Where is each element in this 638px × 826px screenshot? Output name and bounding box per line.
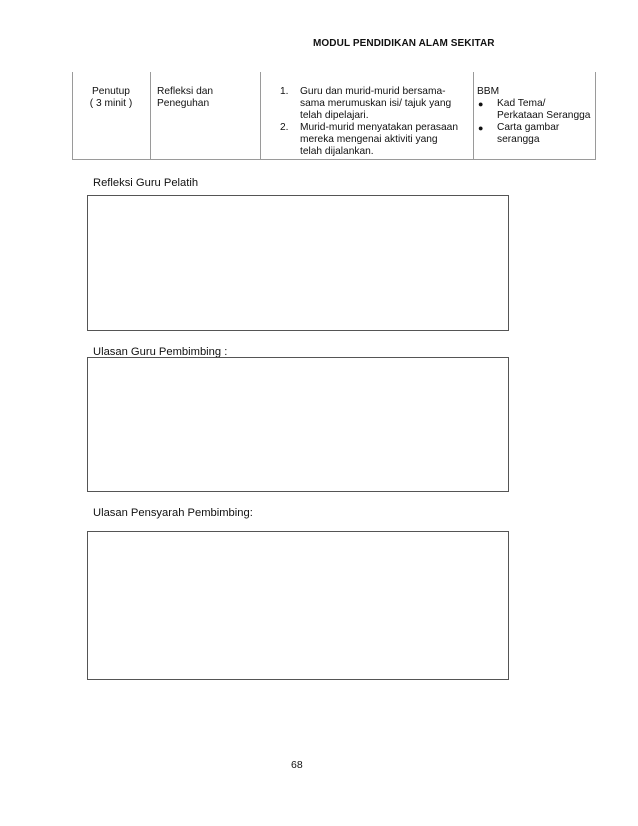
- materials-item: [477, 122, 595, 146]
- trainee-reflection-box[interactable]: [87, 195, 509, 331]
- step-text-line: Guru dan murid-murid bersama-: [300, 86, 446, 97]
- materials-cell: [477, 86, 595, 146]
- activity-step: [280, 122, 475, 158]
- step-text-line: mereka mengenai aktiviti yang: [300, 134, 438, 145]
- materials-text-line: Perkataan Serangga: [497, 110, 591, 121]
- step-number: 2.: [280, 122, 289, 133]
- materials-text-line: serangga: [497, 134, 540, 145]
- stage-cell: [157, 86, 257, 110]
- materials-list: [477, 98, 595, 146]
- lesson-plan-table: [72, 72, 596, 160]
- table-divider: [150, 72, 151, 160]
- table-divider: [260, 72, 261, 160]
- lecturer-comment-box[interactable]: [87, 531, 509, 680]
- mentor-comment-label: Ulasan Guru Pembimbing :: [93, 346, 228, 358]
- activity-step: [280, 86, 475, 122]
- trainee-reflection-label: Refleksi Guru Pelatih: [93, 177, 199, 189]
- bullet-icon: ●: [478, 123, 484, 133]
- step-text-line: telah dijalankan.: [300, 146, 374, 157]
- step-number: 1.: [280, 86, 289, 97]
- materials-text-line: Kad Tema/: [497, 98, 546, 109]
- step-text-line: sama merumuskan isi/ tajuk yang: [300, 98, 452, 109]
- stage-name-line1: Refleksi dan: [157, 86, 214, 97]
- phase-cell: [72, 86, 150, 110]
- materials-item: [477, 98, 595, 122]
- step-text-line: Murid-murid menyatakan perasaan: [300, 122, 458, 133]
- mentor-comment-box[interactable]: [87, 357, 509, 492]
- activity-cell: [280, 86, 475, 158]
- page-number: 68: [291, 759, 303, 771]
- document-header: MODUL PENDIDIKAN ALAM SEKITAR: [313, 38, 495, 49]
- phase-name: Penutup: [92, 86, 130, 97]
- table-border-bottom: [72, 159, 596, 160]
- bullet-icon: ●: [478, 99, 484, 109]
- lecturer-comment-label: Ulasan Pensyarah Pembimbing:: [93, 507, 253, 519]
- materials-text-line: Carta gambar: [497, 122, 560, 133]
- phase-duration: ( 3 minit ): [89, 98, 133, 109]
- activity-steps: [280, 86, 475, 158]
- stage-name-line2: Peneguhan: [157, 98, 210, 109]
- table-border-right: [595, 72, 596, 160]
- step-text-line: telah dipelajari.: [300, 110, 369, 121]
- materials-heading: BBM: [477, 86, 500, 97]
